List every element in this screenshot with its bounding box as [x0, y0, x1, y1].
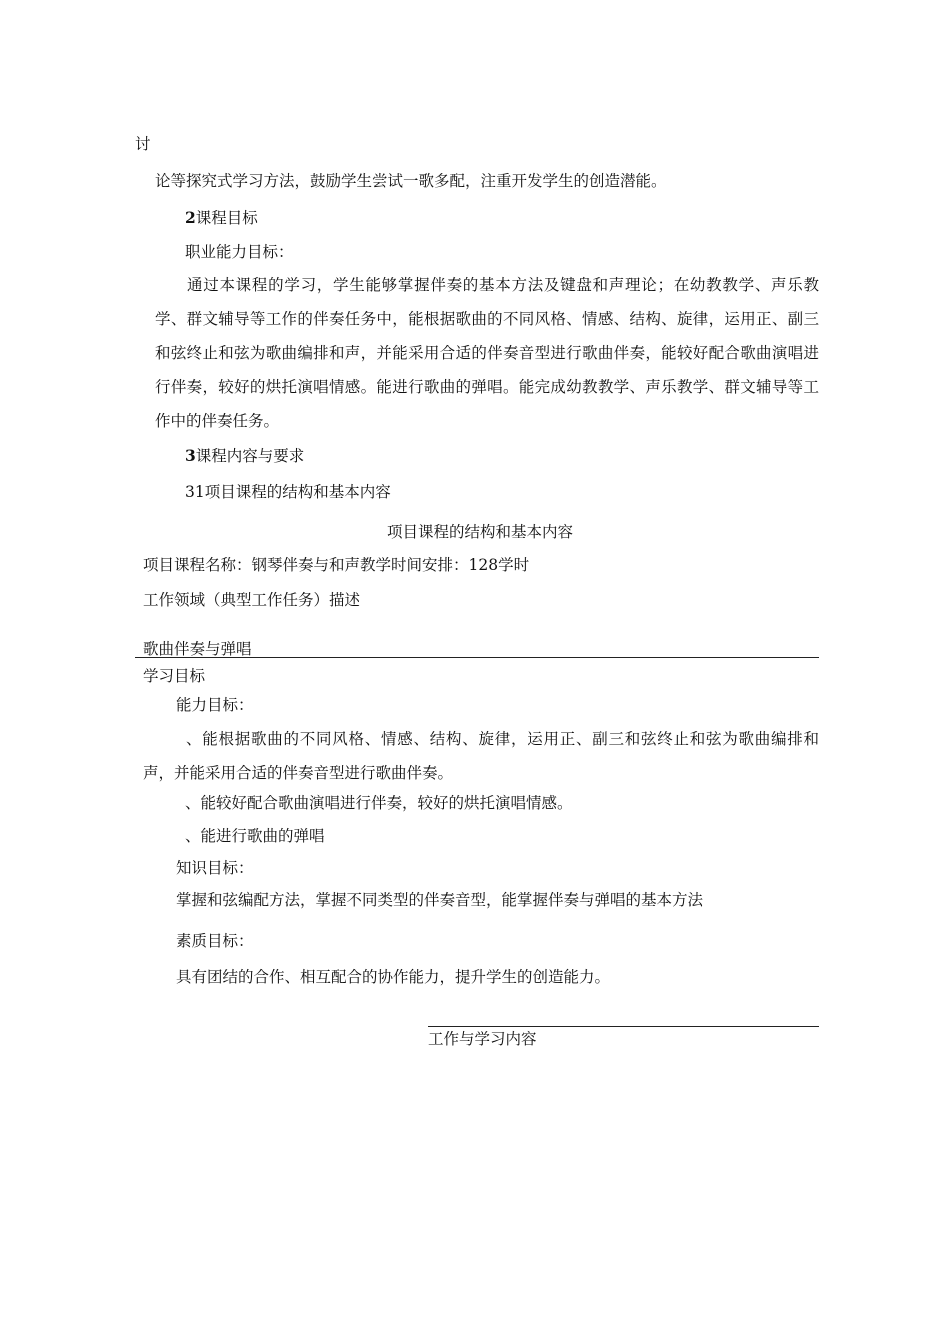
work-field-label: 工作领域（典型工作任务）描述: [143, 591, 361, 609]
ability-item-3: 、能进行歌曲的弹唱: [185, 827, 325, 845]
work-learning-content-label: 工作与学习内容: [428, 1030, 537, 1048]
course-name-line: 项目课程名称：钢琴伴奏与和声教学时间安排：128学时: [143, 556, 530, 574]
task-name: 歌曲伴奏与弹唱: [143, 640, 252, 658]
section-2-number: 2: [185, 208, 196, 227]
section-2-heading: [185, 207, 258, 229]
section-3-title: 课程内容与要求: [195, 447, 305, 465]
text-line-method: 论等探究式学习方法，鼓励学生尝试一歌多配，注重开发学生的创造潜能。: [155, 172, 667, 190]
text-line-tao: 讨: [135, 135, 151, 153]
section-3-1-heading: 31项目课程的结构和基本内容: [185, 483, 391, 501]
ability-item-1: 、能根据歌曲的不同风格、情感、结构、旋律，运用正、副三和弦终止和弦为歌曲编排和声，并能采用合适的伴奏音型进行歌曲伴奏。: [143, 730, 819, 782]
quality-goal-label: 素质目标：: [176, 932, 254, 950]
knowledge-goal-text: 掌握和弦编配方法，掌握不同类型的伴奏音型，能掌握伴奏与弹唱的基本方法: [176, 891, 704, 909]
vocational-goal-label: 职业能力目标：: [185, 243, 294, 261]
table-rule-1: [135, 657, 819, 658]
quality-goal-text: 具有团结的合作、相互配合的协作能力，提升学生的创造能力。: [176, 968, 611, 986]
section-2-title: 课程目标: [195, 209, 258, 227]
table-title: 项目课程的结构和基本内容: [387, 523, 574, 541]
section-3-heading: [185, 445, 304, 467]
ability-goal-label: 能力目标：: [176, 696, 254, 714]
vocational-goal-paragraph: 通过本课程的学习，学生能够掌握伴奏的基本方法及键盘和声理论；在幼教教学、声乐教学、群文辅导等工作的伴奏任务中，能根据歌曲的不同风格、情感、结构、旋律，运用正、副三和弦终止和弦为歌曲编排和声，并能采用合适的伴奏音型进行歌曲伴奏，能较好配合歌曲演唱进行伴奏，较好的烘托演唱情感。能进行歌曲的弹唱。能完成幼教教学、声乐教学、群文辅导等工作中的伴奏任务。: [155, 276, 819, 430]
learning-goals-label: 学习目标: [143, 667, 206, 685]
knowledge-goal-label: 知识目标：: [176, 859, 254, 877]
section-3-number: 3: [185, 446, 196, 465]
ability-item-2: 、能较好配合歌曲演唱进行伴奏，较好的烘托演唱情感。: [185, 794, 573, 812]
table-rule-2: [428, 1026, 819, 1027]
